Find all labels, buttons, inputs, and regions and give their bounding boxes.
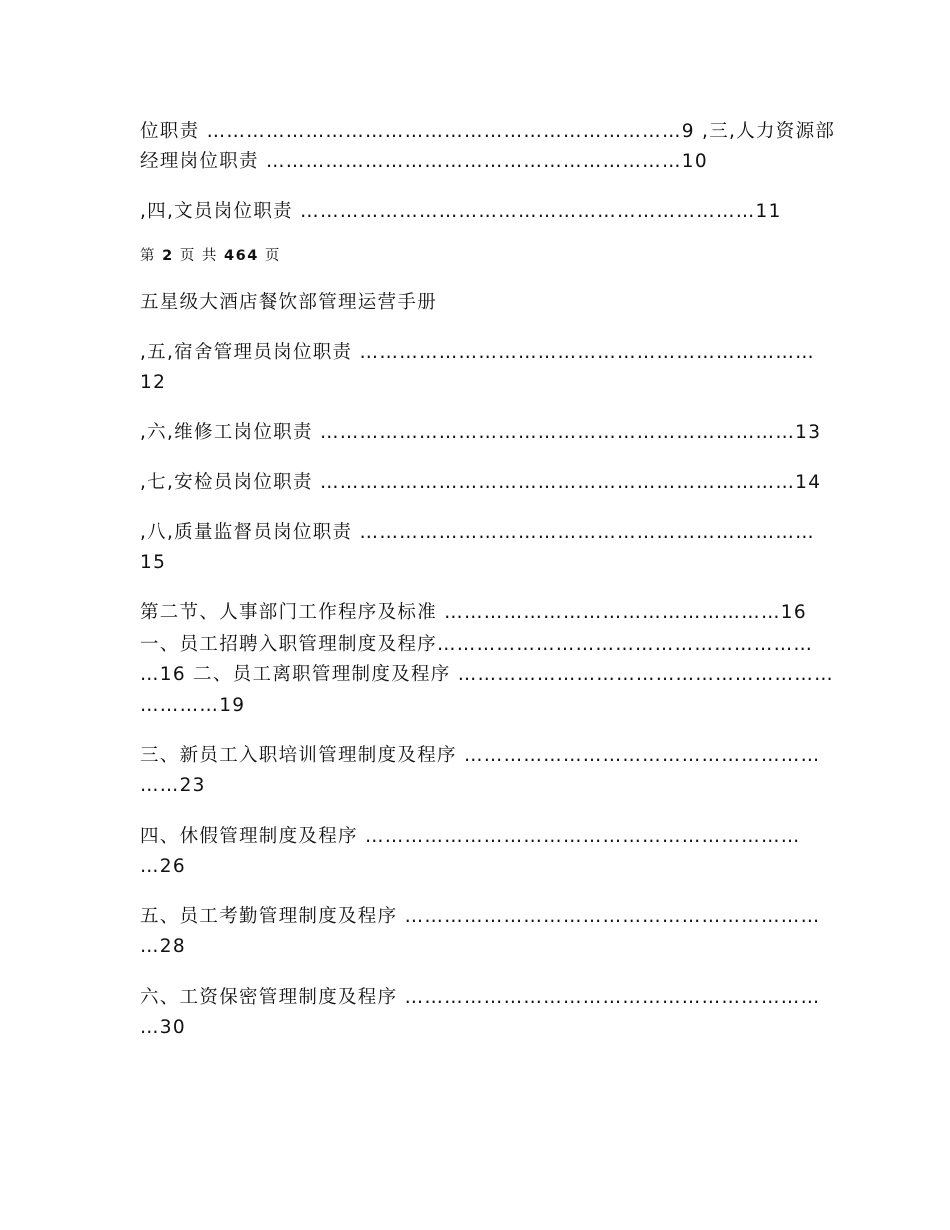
document-title: 五星级大酒店餐饮部管理运营手册: [140, 292, 438, 313]
toc-line: ,四,文员岗位职责 ……………………………………………………………11: [140, 201, 782, 222]
footer-suffix: 页: [264, 248, 281, 264]
toc-line: ,八,质量监督员岗位职责 ……………………………………………………………: [140, 522, 815, 543]
footer-prefix: 第: [140, 248, 156, 264]
toc-line: …28: [140, 936, 186, 957]
toc-line: ……23: [140, 775, 206, 796]
toc-line: …16 二、员工离职管理制度及程序 …………………………………………………: [140, 664, 834, 685]
toc-line: 三、新员工入职培训管理制度及程序 ………………………………………………: [140, 745, 821, 766]
toc-line: 12: [140, 372, 167, 393]
toc-line: …………19: [140, 695, 246, 716]
footer-mid: 页 共: [179, 248, 218, 264]
toc-line: …26: [140, 856, 186, 877]
toc-line: 经理岗位职责 ………………………………………………………10: [140, 151, 708, 172]
toc-line: 第二节、人事部门工作程序及标准 ……………………………………………16: [140, 602, 807, 623]
footer-current-page: 2: [162, 248, 174, 264]
toc-line: 六、工资保密管理制度及程序 ………………………………………………………: [140, 987, 821, 1008]
toc-line: ,五,宿舍管理员岗位职责 ……………………………………………………………: [140, 342, 815, 363]
page-number-footer: [140, 246, 281, 266]
toc-line: 15: [140, 552, 167, 573]
toc-line: 四、休假管理制度及程序 …………………………………………………………: [140, 826, 801, 847]
toc-line: ,七,安检员岗位职责 ………………………………………………………………14: [140, 472, 822, 493]
toc-line: 五、员工考勤管理制度及程序 ………………………………………………………: [140, 906, 821, 927]
toc-line: …30: [140, 1017, 186, 1038]
footer-total-pages: 464: [224, 248, 259, 264]
toc-line: 位职责 ………………………………………………………………9 ,三,人力资源部: [140, 121, 836, 142]
toc-line: ,六,维修工岗位职责 ………………………………………………………………13: [140, 422, 822, 443]
toc-line: 一、员工招聘入职管理制度及程序…………………………………………………: [140, 634, 814, 655]
